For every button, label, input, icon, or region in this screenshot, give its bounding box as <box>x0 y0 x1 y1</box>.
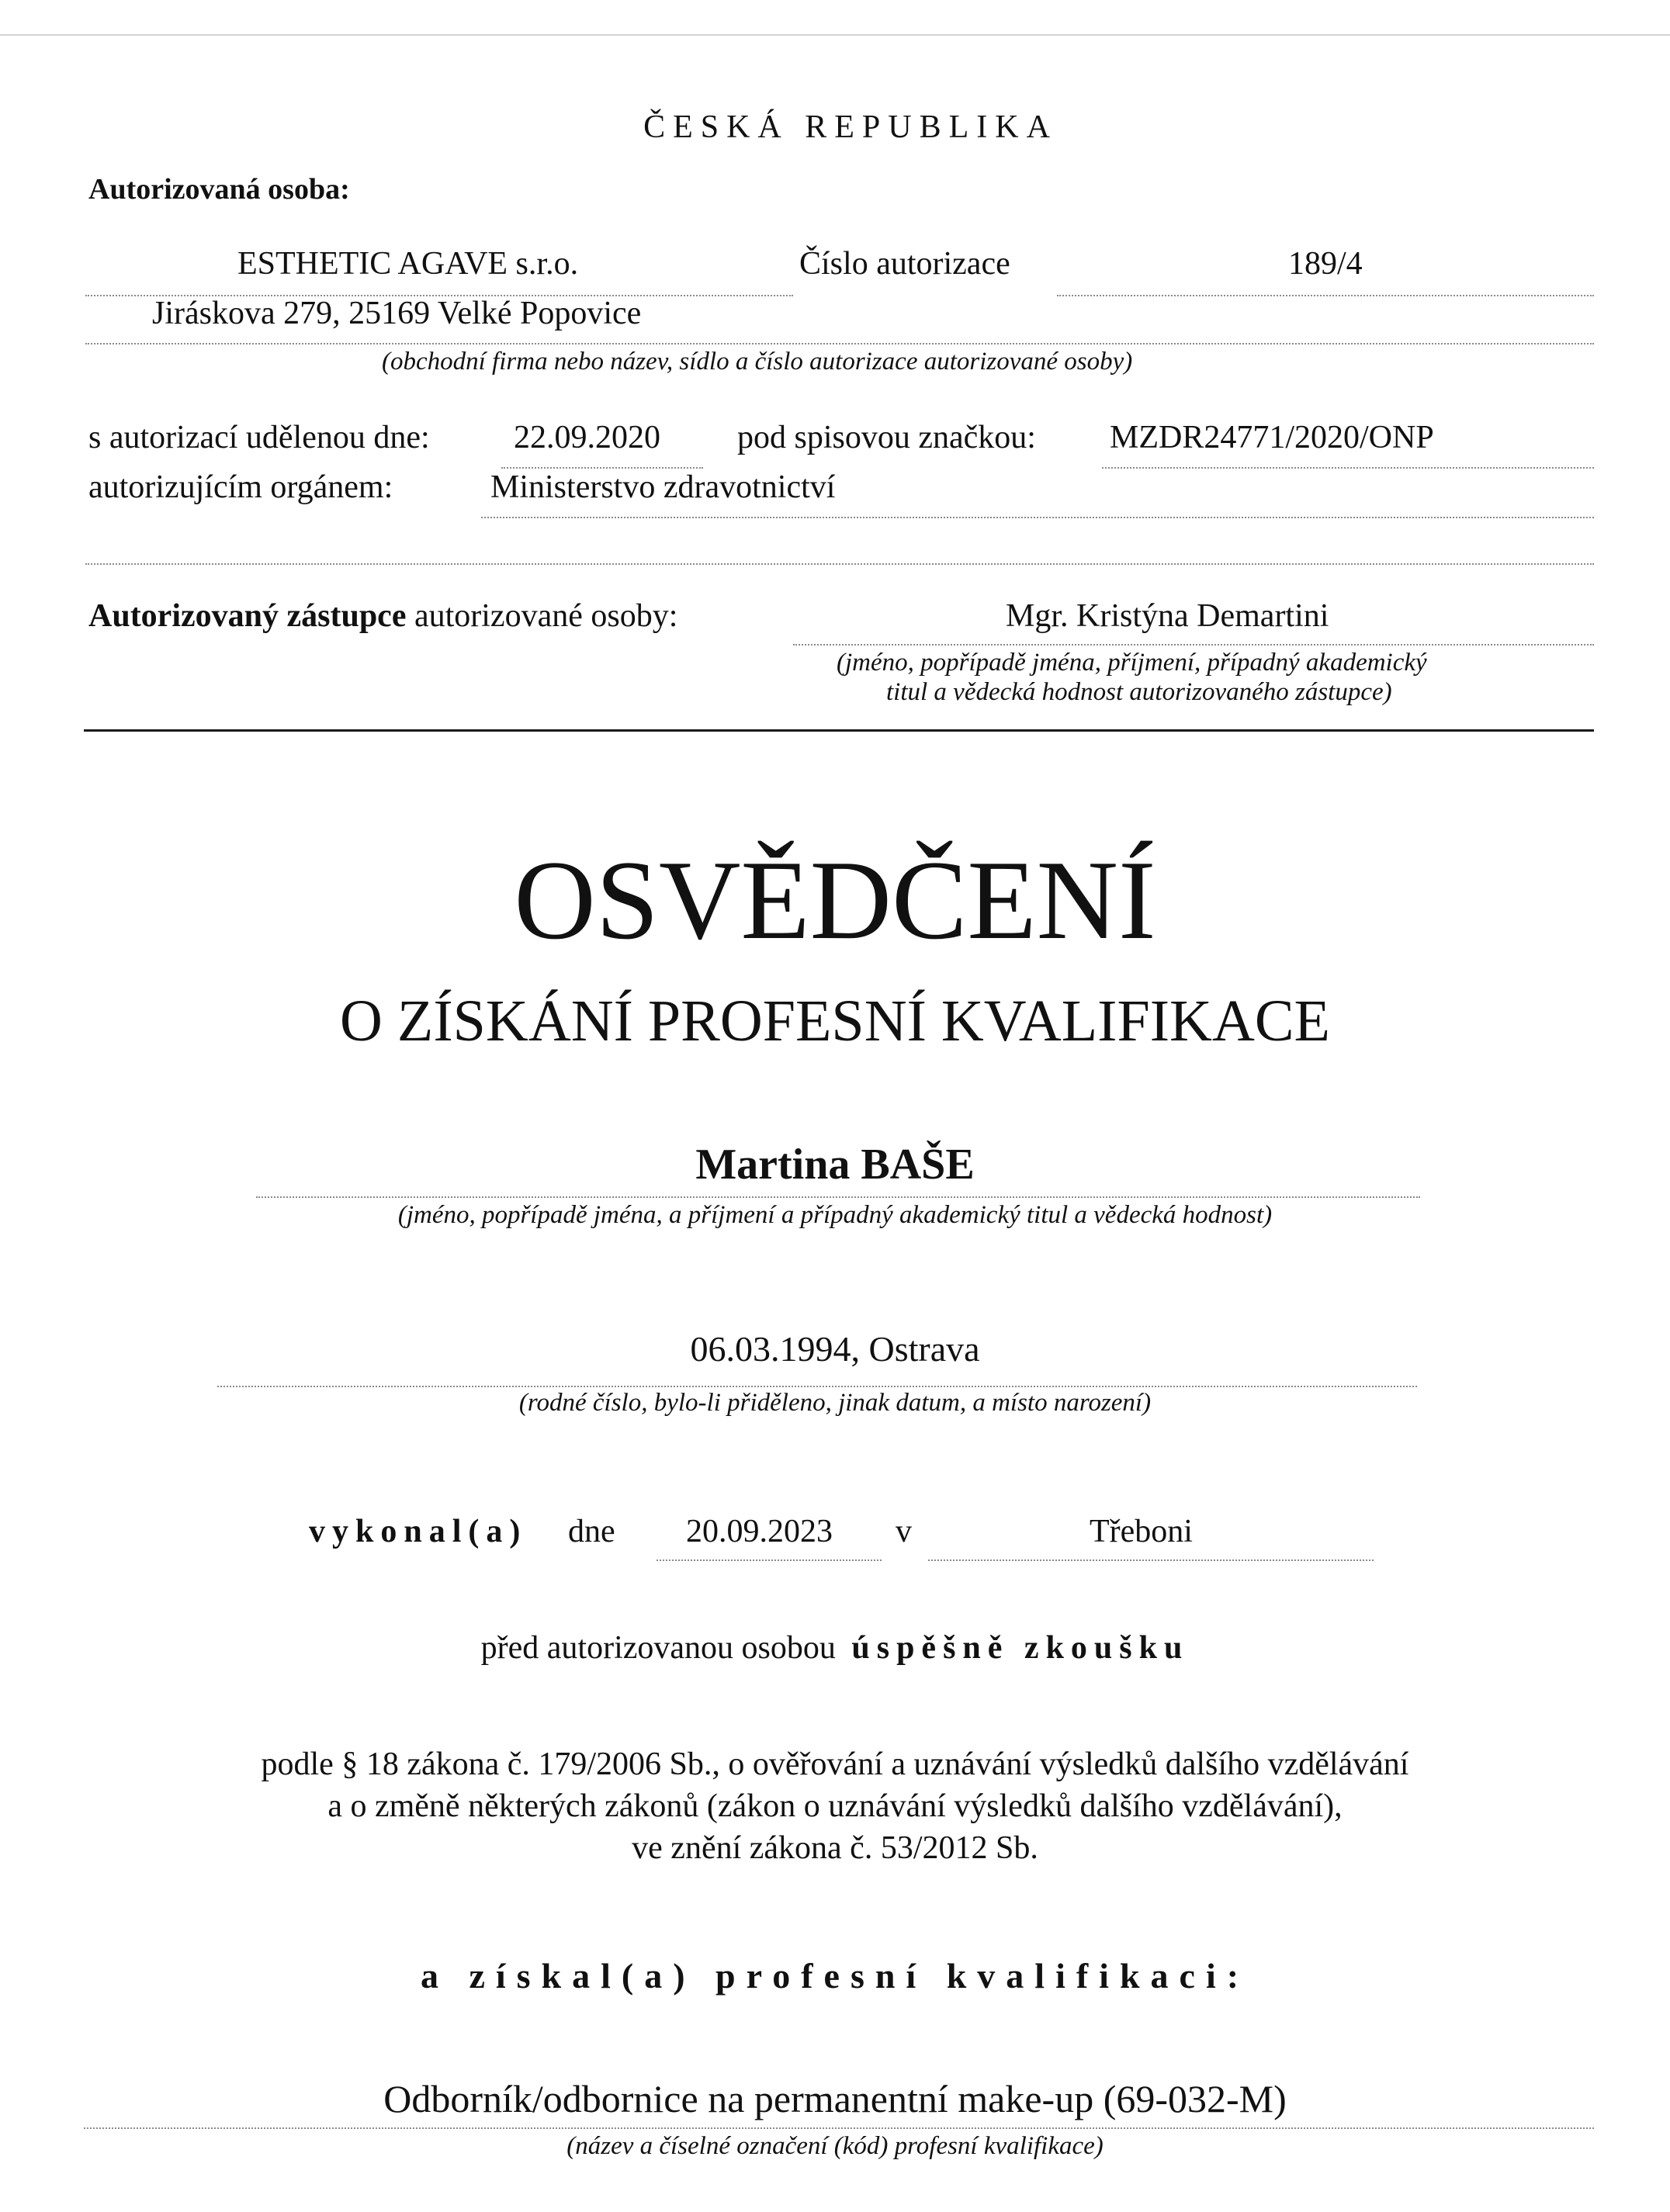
in-label: v <box>896 1514 912 1549</box>
company-note: (obchodní firma nebo název, sídlo a číslo autorizace autorizované osoby) <box>382 348 1133 376</box>
success-text: úspěšně zkoušku <box>851 1630 1190 1666</box>
authorization-number-dotted-line <box>1057 295 1594 296</box>
exam-place: Třeboni <box>1090 1514 1193 1549</box>
birth-note: (rodné číslo, bylo-li přiděleno, jinak datum, a místo narození) <box>518 1389 1152 1417</box>
file-reference-dotted-line <box>1102 467 1594 469</box>
holder-note: (jméno, popřípadě jména, a příjmení a případný akademický titul a vědecká hodnost) <box>397 1201 1273 1229</box>
representative-name: Mgr. Kristýna Demartini <box>1006 598 1329 634</box>
authorization-number-label: Číslo autorizace <box>799 246 1010 282</box>
exam-place-dotted-line <box>928 1559 1374 1561</box>
exam-date-dotted-line <box>657 1559 882 1561</box>
performed-day-label: dne <box>568 1514 615 1549</box>
file-reference: MZDR24771/2020/ONP <box>1110 420 1434 455</box>
performed-label: vykonal(a) <box>309 1514 528 1549</box>
company-address: Jiráskova 279, 25169 Velké Popovice <box>152 296 642 331</box>
qualification-note: (název a číselné označení (kód) profesní kvalifikace) <box>566 2132 1104 2160</box>
before-text: před autorizovanou osobou <box>480 1630 836 1666</box>
law-line-3: ve znění zákona č. 53/2012 Sb. <box>632 1830 1038 1866</box>
granted-label: s autorizací udělenou dne: <box>88 420 430 455</box>
representative-note-line2: titul a vědecká hodnost autorizovaného zástupce) <box>886 678 1392 706</box>
authorization-number: 189/4 <box>1288 246 1363 282</box>
authority-name: Ministerstvo zdravotnictví <box>490 469 836 505</box>
header-separator <box>84 729 1594 732</box>
blank-dotted-line <box>85 563 1594 565</box>
law-line-1: podle § 18 zákona č. 179/2006 Sb., o ověřování a uznávání výsledků dalšího vzdělávání <box>261 1746 1409 1782</box>
success-line <box>0 1629 1670 1667</box>
certificate-title: OSVĚDČENÍ <box>514 837 1156 963</box>
holder-dotted-line <box>256 1196 1420 1198</box>
qualification-dotted-line <box>84 2127 1594 2129</box>
exam-date: 20.09.2023 <box>686 1514 833 1549</box>
representative-note-line1: (jméno, popřípadě jména, příjmení, případný akademický <box>837 649 1427 677</box>
file-reference-label: pod spisovou značkou: <box>737 420 1036 455</box>
representative-dotted-line <box>793 644 1594 646</box>
address-dotted-line <box>85 343 1594 344</box>
law-line-2: a o změně některých zákonů (zákon o uznávání výsledků dalšího vzdělávání), <box>327 1788 1343 1824</box>
granted-date: 22.09.2020 <box>514 420 660 455</box>
holder-name: Martina BAŠE <box>695 1141 975 1189</box>
country-heading: ČESKÁ REPUBLIKA <box>643 109 1058 145</box>
company-name: ESTHETIC AGAVE s.r.o. <box>237 246 579 282</box>
representative-label <box>88 597 677 635</box>
representative-label-rest: autorizované osoby: <box>406 598 678 634</box>
obtained-text: a získal(a) profesní kvalifikaci: <box>420 1956 1250 1996</box>
authority-label: autorizujícím orgánem: <box>88 469 393 505</box>
representative-label-bold: Autorizovaný zástupce <box>88 598 407 634</box>
authority-dotted-line <box>481 517 1594 518</box>
authorized-person-label: Autorizovaná osoba: <box>88 173 350 206</box>
certificate-subtitle: O ZÍSKÁNÍ PROFESNÍ KVALIFIKACE <box>340 988 1330 1054</box>
birth-info: 06.03.1994, Ostrava <box>690 1329 980 1369</box>
qualification: Odborník/odbornice na permanentní make-up (69-032-M) <box>383 2077 1287 2120</box>
birth-dotted-line <box>217 1386 1417 1387</box>
top-border <box>0 34 1670 36</box>
